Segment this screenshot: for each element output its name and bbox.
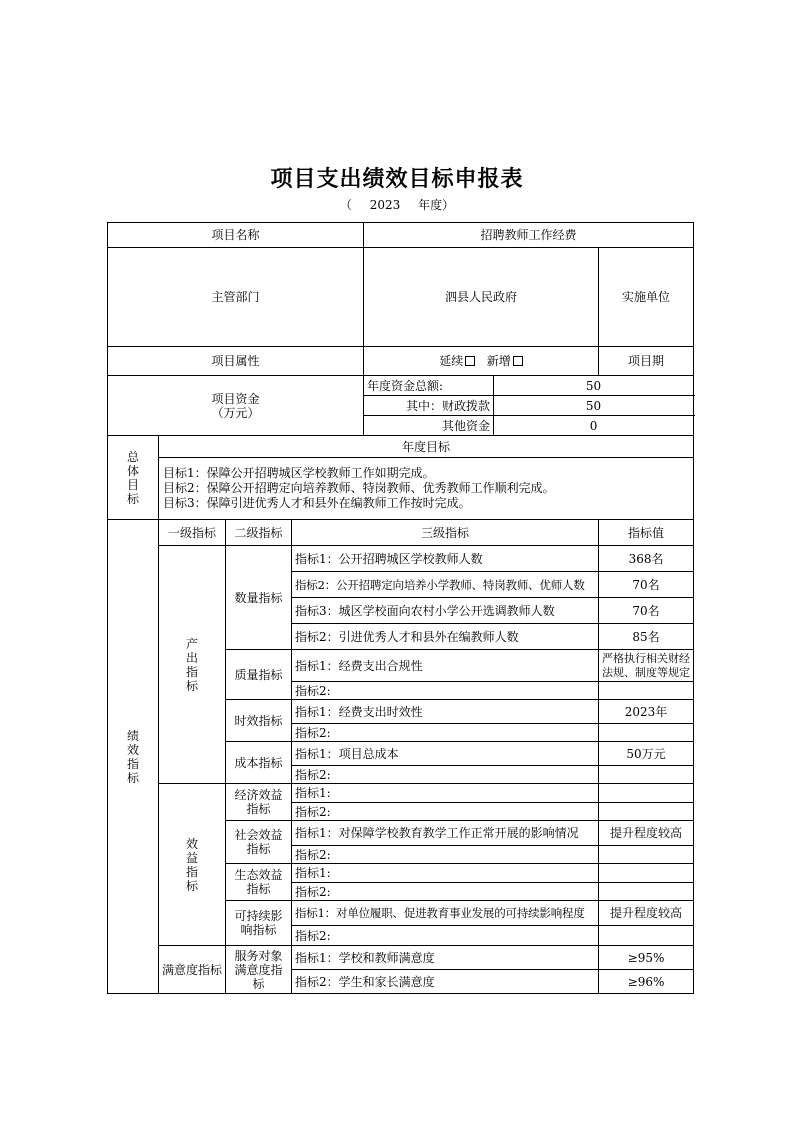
indicator-value <box>599 724 694 742</box>
benefit-label-char: 指 <box>185 864 198 879</box>
indicator-name: 指标3：城区学校面向农村小学公开选调教师人数 <box>292 598 599 624</box>
overall-label-char: 体 <box>126 463 139 478</box>
indicator-value: 368名 <box>599 546 694 572</box>
output-label-char: 标 <box>185 678 198 693</box>
goal-item: 目标2：保障公开招聘定向培养教师、特岗教师、优秀教师工作顺利完成。 <box>163 481 555 495</box>
indicator-name: 指标2: <box>292 803 599 821</box>
indicator-value <box>599 864 694 883</box>
other-value: 0 <box>494 416 694 436</box>
attr-continue-label: 延续 <box>439 354 464 368</box>
year-goal-label: 年度目标 <box>159 436 694 458</box>
indicator-value: 50万元 <box>599 742 694 766</box>
other-label: 其他资金 <box>364 416 494 436</box>
funds-label-line1: 项目资金 <box>211 391 260 406</box>
indicator-name: 指标2：引进优秀人才和县外在编教师人数 <box>292 624 599 650</box>
indicator-name: 指标1：对保障学校教育教学工作正常开展的影响情况 <box>292 821 599 846</box>
row-project-name <box>108 223 694 248</box>
output-label-char: 指 <box>185 664 198 679</box>
goal-item: 目标3：保障引进优秀人才和县外在编教师工作按时完成。 <box>163 496 471 510</box>
indicator-value: 提升程度较高 <box>599 821 694 846</box>
quality-label: 质量指标 <box>226 650 292 700</box>
service-label: 服务对象满意度指标 <box>226 946 292 994</box>
header-level3: 三级指标 <box>292 520 599 546</box>
indicator-name: 指标2：学生和家长满意度 <box>292 970 599 994</box>
indicator-name: 指标2: <box>292 724 599 742</box>
continue-checkbox-icon <box>465 356 475 366</box>
satisfaction-label: 满意度指标 <box>159 946 226 994</box>
indicator-name: 指标2：公开招聘定向培养小学教师、特岗教师、优师人数 <box>292 572 599 598</box>
indicator-name: 指标2: <box>292 766 599 784</box>
indicator-value <box>599 883 694 901</box>
benefit-label-char: 效 <box>185 836 198 851</box>
year-line <box>0 196 794 213</box>
perf-label-char: 标 <box>126 770 139 785</box>
header-level1: 一级指标 <box>159 520 226 546</box>
benefit-label-char: 标 <box>185 878 198 893</box>
indicator-value <box>599 803 694 821</box>
indicator-value: 70名 <box>599 598 694 624</box>
indicator-name: 指标1：公开招聘城区学校教师人数 <box>292 546 599 572</box>
table-row <box>108 546 694 572</box>
indicator-value <box>599 784 694 803</box>
indicator-name: 指标2: <box>292 846 599 864</box>
row-goals <box>108 458 694 520</box>
indicator-value: ≥95% <box>599 946 694 970</box>
eco-label: 生态效益指标 <box>226 864 292 901</box>
indicator-value <box>599 846 694 864</box>
dept-label: 主管部门 <box>108 248 364 347</box>
goals-cell <box>159 458 694 520</box>
indicator-value <box>599 682 694 700</box>
indicator-name: 指标1：经费支出时效性 <box>292 700 599 724</box>
indicator-name: 指标2: <box>292 926 599 946</box>
output-label-char: 产 <box>185 636 198 651</box>
row-attr <box>108 347 694 376</box>
perf-label-char: 效 <box>126 742 139 757</box>
social-label: 社会效益指标 <box>226 821 292 864</box>
row-dept <box>108 248 694 347</box>
indicator-name: 指标1：项目总成本 <box>292 742 599 766</box>
benefit-label-char: 益 <box>185 850 198 865</box>
year-value: 2023 <box>369 198 401 212</box>
page-title: 项目支出绩效目标申报表 <box>270 166 524 192</box>
period-label: 项目期 <box>599 347 694 376</box>
header-value: 指标值 <box>599 520 694 546</box>
year-close: 年度） <box>418 198 455 212</box>
funds-label-line2: （万元） <box>211 405 260 420</box>
indicator-value <box>599 926 694 946</box>
indicator-value <box>599 766 694 784</box>
finance-label: 其中：财政拨款 <box>364 396 494 416</box>
overall-goal-label <box>108 436 159 520</box>
indicator-name: 指标2: <box>292 682 599 700</box>
indicator-name: 指标2: <box>292 883 599 901</box>
overall-label-char: 目 <box>126 477 139 492</box>
indicator-value: 85名 <box>599 624 694 650</box>
funds-label <box>108 376 364 436</box>
indicator-value: 70名 <box>599 572 694 598</box>
attr-value <box>364 347 599 376</box>
indicator-value: ≥96% <box>599 970 694 994</box>
benefit-label <box>159 784 226 946</box>
output-label-char: 出 <box>185 650 198 665</box>
performance-label <box>108 520 159 994</box>
project-name-label: 项目名称 <box>108 223 364 248</box>
indicator-name: 指标1：经费支出合规性 <box>292 650 599 682</box>
goal-item: 目标1：保障公开招聘城区学校教师工作如期完成。 <box>163 466 435 480</box>
overall-label-char: 标 <box>126 491 139 506</box>
indicator-value: 严格执行相关财经法规、制度等规定 <box>599 650 694 682</box>
attr-new-label: 新增 <box>486 354 511 368</box>
indicator-name: 指标1：学校和教师满意度 <box>292 946 599 970</box>
header-level2: 二级指标 <box>226 520 292 546</box>
sustain-label: 可持续影响指标 <box>226 901 292 946</box>
perf-label-char: 绩 <box>126 728 139 743</box>
indicator-name: 指标1：对单位履职、促进教育事业发展的可持续影响程度 <box>292 901 599 926</box>
quantity-label: 数量指标 <box>226 546 292 650</box>
economic-label: 经济效益指标 <box>226 784 292 821</box>
total-label: 年度资金总额: <box>364 376 494 396</box>
overall-label-char: 总 <box>126 449 139 464</box>
row-perf-header <box>108 520 694 546</box>
attr-label: 项目属性 <box>108 347 364 376</box>
table-row <box>108 784 694 803</box>
table-row <box>108 946 694 970</box>
row-year-goal-header <box>108 436 694 458</box>
timeliness-label: 时效指标 <box>226 700 292 742</box>
project-name-value: 招聘教师工作经费 <box>364 223 694 248</box>
dept-value: 泗县人民政府 <box>364 248 599 347</box>
indicator-value: 提升程度较高 <box>599 901 694 926</box>
row-total <box>108 376 694 396</box>
cost-label: 成本指标 <box>226 742 292 784</box>
perf-label-char: 指 <box>126 756 139 771</box>
new-checkbox-icon <box>513 356 523 366</box>
unit-label: 实施单位 <box>599 248 694 347</box>
output-label <box>159 546 226 784</box>
total-value: 50 <box>494 376 694 396</box>
indicator-value: 2023年 <box>599 700 694 724</box>
finance-value: 50 <box>494 396 694 416</box>
indicator-name: 指标1: <box>292 784 599 803</box>
year-open: （ <box>339 198 352 212</box>
performance-table <box>107 222 694 994</box>
indicator-name: 指标1: <box>292 864 599 883</box>
